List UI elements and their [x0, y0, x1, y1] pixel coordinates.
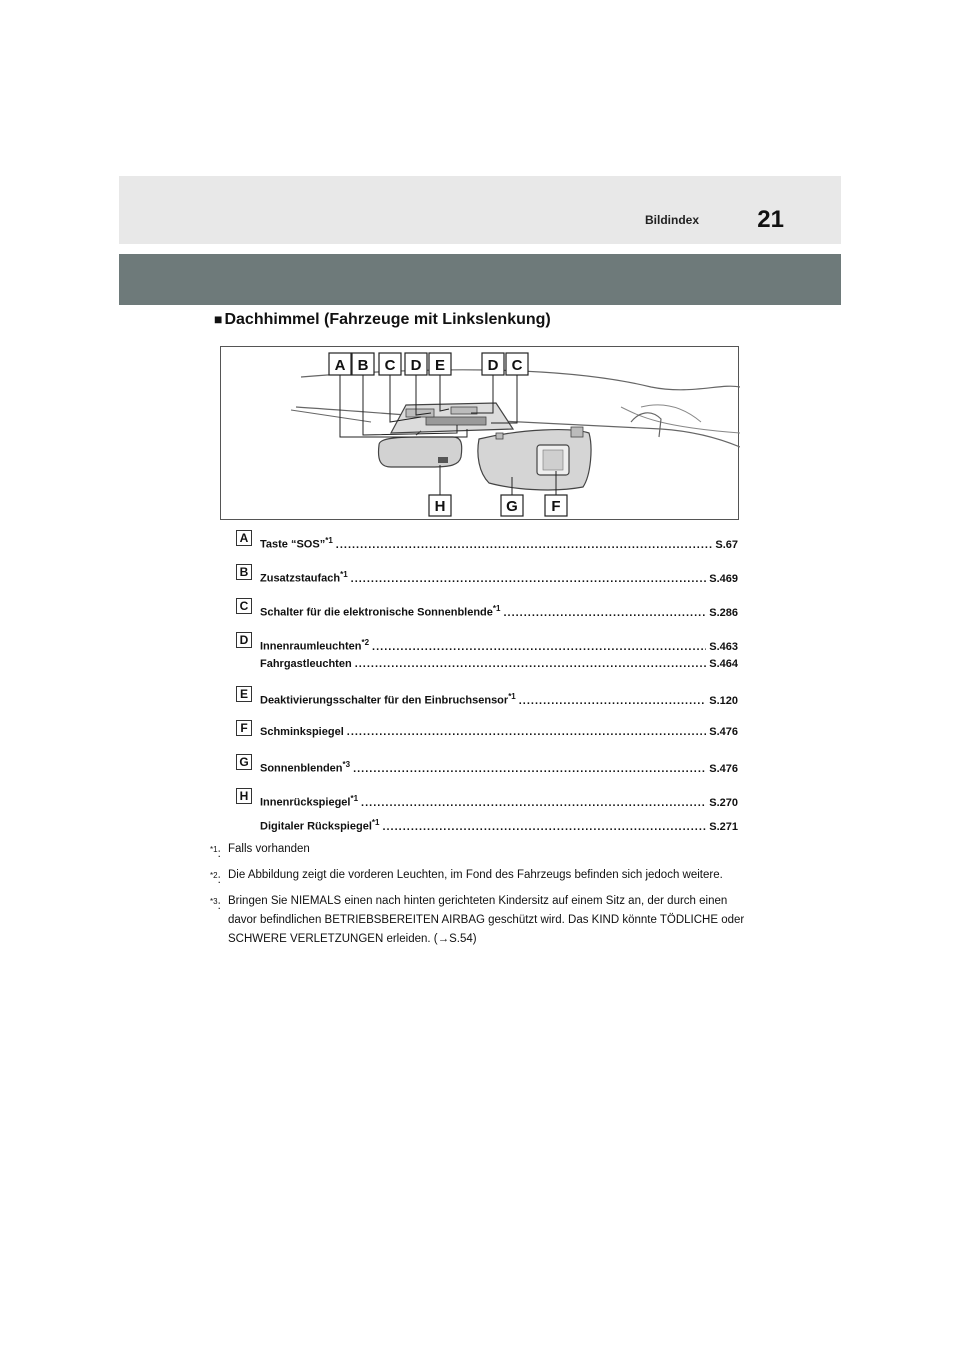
- letter-box: H: [236, 788, 252, 804]
- entry-schminkspiegel[interactable]: [260, 726, 738, 738]
- entry-innenraumleuchten[interactable]: [260, 638, 738, 653]
- roof-console-drawing: [221, 347, 740, 521]
- page-ref: S.463: [709, 640, 738, 653]
- letter-box: G: [236, 754, 252, 770]
- entry-sonnenblenden[interactable]: [260, 760, 738, 775]
- entry-label: Taste “SOS”$^{*1}$: [260, 536, 333, 551]
- callout-g-bottom: G: [506, 498, 518, 515]
- entry-label: Schminkspiegel: [260, 726, 344, 738]
- footnote-1: $^{*1}$: Falls vorhanden: [210, 843, 310, 860]
- entry-sonnenblende-schalter[interactable]: [260, 604, 738, 619]
- entry-label: Deaktivierungsschalter für den Einbruchsensor$^{*1}$: [260, 692, 516, 707]
- entry-label: Fahrgastleuchten: [260, 658, 352, 670]
- callout-h-bottom: H: [434, 498, 446, 515]
- entry-taste-sos[interactable]: [260, 536, 738, 551]
- footnotes: [210, 840, 750, 951]
- page-ref: S.271: [709, 820, 738, 833]
- page-ref: S.120: [709, 694, 738, 707]
- entry-digitaler-rueckspiegel[interactable]: [260, 818, 738, 833]
- entry-label: Sonnenblenden$^{*3}$: [260, 760, 351, 775]
- entry-label: Zusatzstaufach$^{*1}$: [260, 570, 348, 585]
- page-ref: S.469: [709, 572, 738, 585]
- page-ref: S.464: [709, 658, 738, 670]
- entry-zusatzstaufach[interactable]: [260, 570, 738, 585]
- callout-b-top: B: [357, 357, 369, 374]
- callout-a-top: A: [334, 357, 346, 374]
- roof-console-illustration: [220, 346, 739, 520]
- callout-f-bottom: F: [551, 498, 561, 515]
- entry-label: Innenrückspiegel$^{*1}$: [260, 794, 359, 809]
- header-section-title: Bildindex: [644, 213, 699, 227]
- entry-label: Schalter für die elektronische Sonnenblende$^{*1}$: [260, 604, 501, 619]
- page-ref: S.476: [709, 726, 738, 738]
- letter-box: B: [236, 564, 252, 580]
- entry-label: Innenraumleuchten$^{*2}$: [260, 638, 370, 653]
- entry-label: Digitaler Rückspiegel$^{*1}$: [260, 818, 380, 833]
- callout-c-top: C: [384, 357, 396, 374]
- header-bar: [119, 176, 841, 244]
- page-ref: S.286: [709, 606, 738, 619]
- callout-d-top: D: [410, 357, 422, 374]
- entry-innenrueckspiegel[interactable]: [260, 794, 738, 809]
- page-ref: S.476: [709, 762, 738, 775]
- section-heading: [214, 311, 551, 329]
- letter-box: A: [236, 530, 252, 546]
- footnote-3: $^{*3}$: Bringen Sie NIEMALS einen nach hinten gerichteten Kindersitz auf einem Sitz an, der durch einen davor befindlichen BETRIEBSBEREITEN AIRBAG geschützt wird. Das KIND könnte TÖDLICHE oder SCHWERE VERLETZUNGEN erleiden. (→S.54): [210, 894, 745, 945]
- entry-einbruchsensor[interactable]: [260, 692, 738, 707]
- callout-e-top: E: [434, 357, 446, 374]
- page-ref: S.270: [709, 796, 738, 809]
- page-number: 21: [757, 206, 784, 233]
- letter-box: D: [236, 632, 252, 648]
- entry-fahrgastleuchten[interactable]: [260, 658, 738, 670]
- footnote-2: $^{*2}$: Die Abbildung zeigt die vorderen Leuchten, im Fond des Fahrzeugs befinden sich jedoch weitere.: [210, 868, 723, 886]
- heading-bullet: ■: [214, 311, 223, 327]
- letter-box: C: [236, 598, 252, 614]
- heading-text: Dachhimmel (Fahrzeuge mit Linkslenkung): [224, 311, 551, 328]
- letter-box: E: [236, 686, 252, 702]
- callout-d2-top: D: [487, 357, 499, 374]
- letter-box: F: [236, 720, 252, 736]
- callout-c2-top: C: [511, 357, 523, 374]
- page-ref: S.67: [715, 538, 738, 551]
- title-bar: [119, 254, 841, 305]
